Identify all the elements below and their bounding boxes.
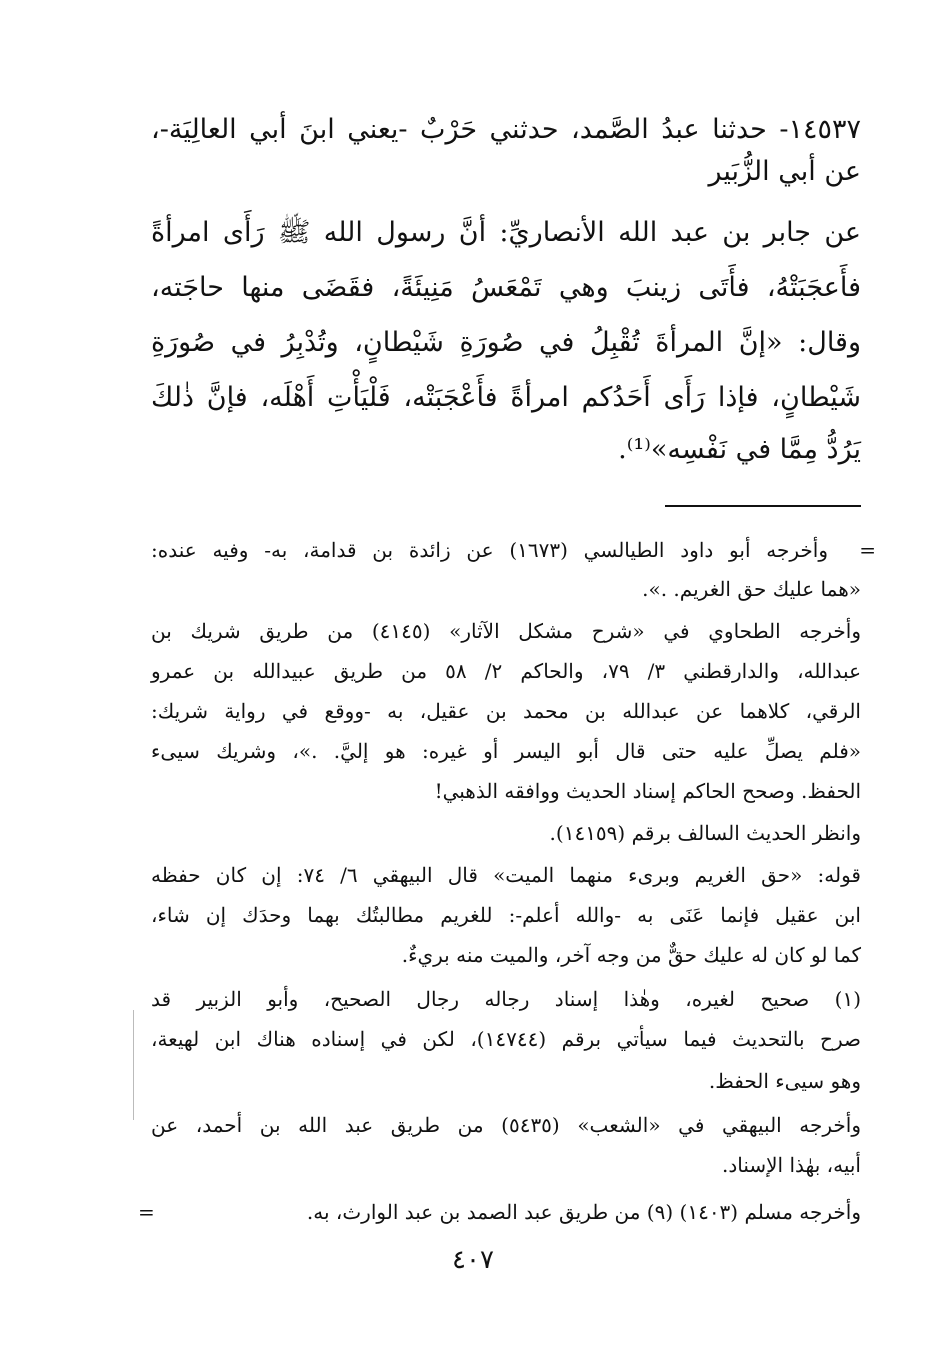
footnote-line: وأخرجه الطحاوي في «شرح مشكل الآثار» (٤١٤٥) من طريق شريك بن (151, 619, 861, 643)
footnote-line: عبدالله، والدارقطني ٣/ ٧٩، والحاكم ٢/ ٥٨ من طريق عبيدالله بن عمرو (151, 659, 861, 683)
footnote-line: كما لو كان له عليك حقٌّ من وجه آخر، والميت منه بريءٌ. (401, 943, 861, 967)
footnote-line: وأخرجه البيهقي في «الشعب» (٥٤٣٥) من طريق عبد الله بن أحمد، عن (151, 1113, 862, 1137)
hadith-header-line: عن أبي الزُّبَير (708, 156, 861, 187)
footnote-line: قوله: «حق الغريم وبرىء منهما الميت» قال البيهقي ٦/ ٧٤: إن كان حفظه (151, 863, 861, 887)
hadith-text-line: يَرُدُّ مِمَّا في نَفْسِه»⁽¹⁾. (618, 434, 861, 465)
hadith-header-line: ١٤٥٣٧- حدثنا عبدُ الصَّمد، حدثني حَرْبٌ -يعني ابنَ أبي العالِيَة-، (151, 114, 861, 145)
footnote-line: ابن عقيل فإنما عَنَى به -والله أعلم-: للغريم مطالبتُك بهما وحدَك إن شاء، (151, 903, 861, 927)
hadith-text-line: عن جابر بن عبد الله الأنصاريِّ: أنَّ رسول الله ﷺ رَأَى امرأةً (151, 217, 861, 248)
footnote-line: وأخرجه مسلم (١٤٠٣) (٩) من طريق عبد الصمد بن عبد الوارث، به. (306, 1200, 861, 1224)
footnote-separator (665, 505, 861, 507)
footnote-line: الحفظ. وصحح الحاكم إسناد الحديث ووافقه الذهبي! (434, 779, 861, 803)
page-number: ٤٠٧ (452, 1245, 494, 1275)
hadith-text-line: وقال: «إنَّ المرأةَ تُقْبِلُ في صُورَةِ شَيْطانٍ، وتُدْبِرُ في صُورَةِ (151, 327, 861, 358)
footnote-line: أبيه، بهٰذا الإسناد. (721, 1153, 861, 1177)
footnote-line: وهو سيىء الحفظ. (708, 1069, 861, 1093)
footnote-line: صرح بالتحديث فيما سيأتي برقم (١٤٧٤٤)، لكن في إسناده هناك ابن لهيعة، (151, 1027, 861, 1051)
footnote-line: (١) صحيح لغيره، وهٰذا إسناد رجاله رجال الصحيح، وأبو الزبير قد (151, 987, 861, 1011)
footnote-line: الرقي، كلاهما عن عبدالله بن محمد بن عقيل، به -ووقع في رواية شريك: (151, 699, 861, 723)
footnote-line: «فلم يصلِّ عليه حتى قال أبو اليسر أو غيره: هو إليَّ. .»، وشريك سيىء (151, 739, 861, 763)
continuation-mark: = (859, 538, 876, 562)
hadith-text-line: شَيْطانٍ، فإذا رَأَى أَحَدُكم امرأةً فأَعْجَبَتْه، فَلْيَأْتِ أَهْلَه، فإنَّ ذٰلكَ (151, 382, 861, 413)
footnote-line: «هما عليك حق الغريم. .». (642, 577, 861, 601)
scan-margin-line (133, 1010, 134, 1120)
hadith-text-line: فأَعجَبَتْهُ، فأَتَى زينبَ وهي تَمْعَسُ مَنِيئَةً، فقَضَى منها حاجَته، (151, 272, 861, 303)
continuation-mark: = (138, 1200, 155, 1224)
footnote-line: وأخرجه أبو داود الطيالسي (١٦٧٣) عن زائدة بن قدامة، به- وفيه عنده: (151, 538, 828, 562)
footnote-line: وانظر الحديث السالف برقم (١٤١٥٩). (549, 821, 861, 845)
